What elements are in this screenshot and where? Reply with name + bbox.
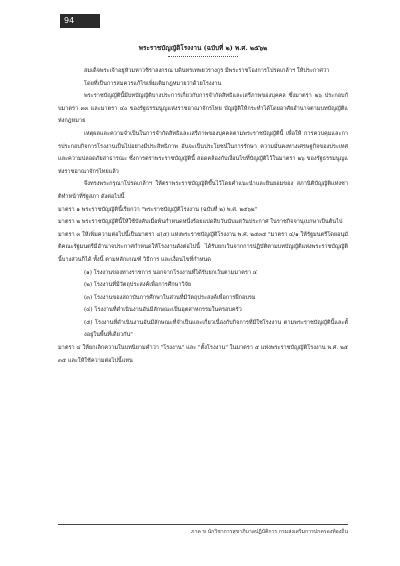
section-1: มาตรา ๑ พระราชบัญญัตินี้เรียกว่า "พระราชบัญญัติโรงงาน (ฉบับที่ ๒) พ.ศ. ๒๕๖๒" — [58, 206, 258, 213]
section-3: มาตรา ๓ ให้เพิ่มความต่อไปนี้เป็นมาตรา ๔(๕) แห่งพระราชบัญญัติโรงงาน พ.ศ. ๒๕๓๕ "มาตรา ๔/๑ ให้รัฐมนตรีโดยอนุมัติคณะรัฐมนตรีมีอำนาจประกาศกำหนดให้โรงงานดังต่อไปนี้ ได้รับยกเว้นจากการปฏิบัติตามบทบัญญัติแห่งพระราชบัญญัตินี้บางส่วนก็ได้ ทั้งนี้ ตามหลักเกณฑ์ วิธีการ และเงื่อนไขที่กำหนด — [58, 231, 348, 263]
list-item: (๓) โรงงานของสถาบันการศึกษาในส่วนที่มีวัตถุประสงค์เพื่อการฝึกอบรม — [84, 294, 256, 301]
list-item: (๑) โรงงานของทางราชการ นอกจากโรงงานที่ได้รับยกเว้นตามมาตรา ๔ — [84, 269, 257, 276]
page-number-tab — [60, 14, 100, 28]
purpose-paragraph: โดยที่เป็นการสมควรแก้ไขเพิ่มเติมกฎหมายว่าด้วยโรงงาน — [84, 80, 222, 87]
title-divider — [168, 56, 238, 57]
page-footer — [58, 524, 348, 536]
enactment-paragraph: จึงทรงพระกรุณาโปรดเกล้าฯ ให้ตราพระราชบัญญัติขึ้นไว้โดยคำแนะนำและยินยอมของ สภานิติบัญญัติแห่งชาติทำหน้าที่รัฐสภา ดังต่อไปนี้ — [58, 181, 348, 200]
footer-caption: ภาค ข นักวิชาการสุขาภิบาลปฏิบัติการ กรมส่งเสริมการปกครองท้องถิ่น — [190, 529, 348, 535]
footer-divider — [58, 524, 348, 525]
list-item: (๕) โรงงานที่ดำเนินงานอันมีลักษณะที่จำเป็นและเกี่ยวเนื่องกับกิจการที่มีใช่โรงงาน ตามพระราชบัญญัตินี้และตั้งอยู่ในพื้นที่เดียวกัน" — [84, 319, 348, 339]
rights-restriction-paragraph: พระราชบัญญัตินี้มีบทบัญญัติบางประการเกี่ยวกับการจำกัดสิทธิและเสรีภาพของบุคคล ซึ่งมาตรา ๒๖ ประกอบกับมาตรา ๓๓ และมาตรา ๔๐ ของรัฐธรรมนูญแห่งราชอาณาจักรไทย บัญญัติให้กระทำได้โดยอาศัยอำนาจตามบทบัญญัติแห่งกฎหมาย — [58, 93, 348, 125]
act-title: พระราชบัญญัติโรงงาน (ฉบับที่ ๒) พ.ศ. ๒๕๖๒ — [138, 44, 268, 52]
section-2: มาตรา ๒ พระราชบัญญัตินี้ให้ใช้บังคับเมื่อพ้นกำหนดหนึ่งร้อยแปดสิบวันนับแต่วันประกาศ ในราชกิจจานุเบกษาเป็นต้นไป — [58, 219, 343, 226]
justification-paragraph: เหตุผลและความจำเป็นในการจำกัดสิทธิและเสรีภาพของบุคคลตามพระราชบัญญัตินี้ เพื่อให้ การควบคุมและการประกอบกิจการโรงงานเป็นไปอย่างมีประสิทธิภาพ อันจะเป็นประโยชน์ในการรักษา ความมั่นคงทางเศรษฐกิจของประเทศ และความปลอดภัยสาธารณะ ซึ่งการตราพระราชบัญญัตินี้ สอดคล้องกับเงื่อนไขที่บัญญัติไว้ในมาตรา ๒๖ ของรัฐธรรมนูญแห่งราชอาณาจักรไทยแล้ว — [58, 130, 348, 175]
list-item: (๒) โรงงานที่มีวัตถุประสงค์เพื่อการศึกษาวิจัย — [84, 282, 192, 289]
list-item: (๔) โรงงานที่ดำเนินงานอันมีลักษณะเป็นอุตสาหกรรมในครอบครัว — [84, 307, 242, 314]
document-body — [58, 42, 348, 367]
preamble-paragraph: สมเด็จพระเจ้าอยู่หัวมหาวชิราลงกรณ บดินทรเทพยวรางกูร มีพระราชโองการโปรดเกล้าฯ ให้ประกาศว่า — [84, 68, 330, 74]
page-number: 94 — [64, 16, 75, 25]
section-4: มาตรา ๔ ให้ยกเลิกความในบทนิยามคำว่า "โรงงาน" และ "ตั้งโรงงาน" ในมาตรา ๕ แห่งพระราชบัญญัติโรงงาน พ.ศ. ๒๕๓๕ และให้ใช้ความต่อไปนี้แทน — [58, 345, 348, 364]
